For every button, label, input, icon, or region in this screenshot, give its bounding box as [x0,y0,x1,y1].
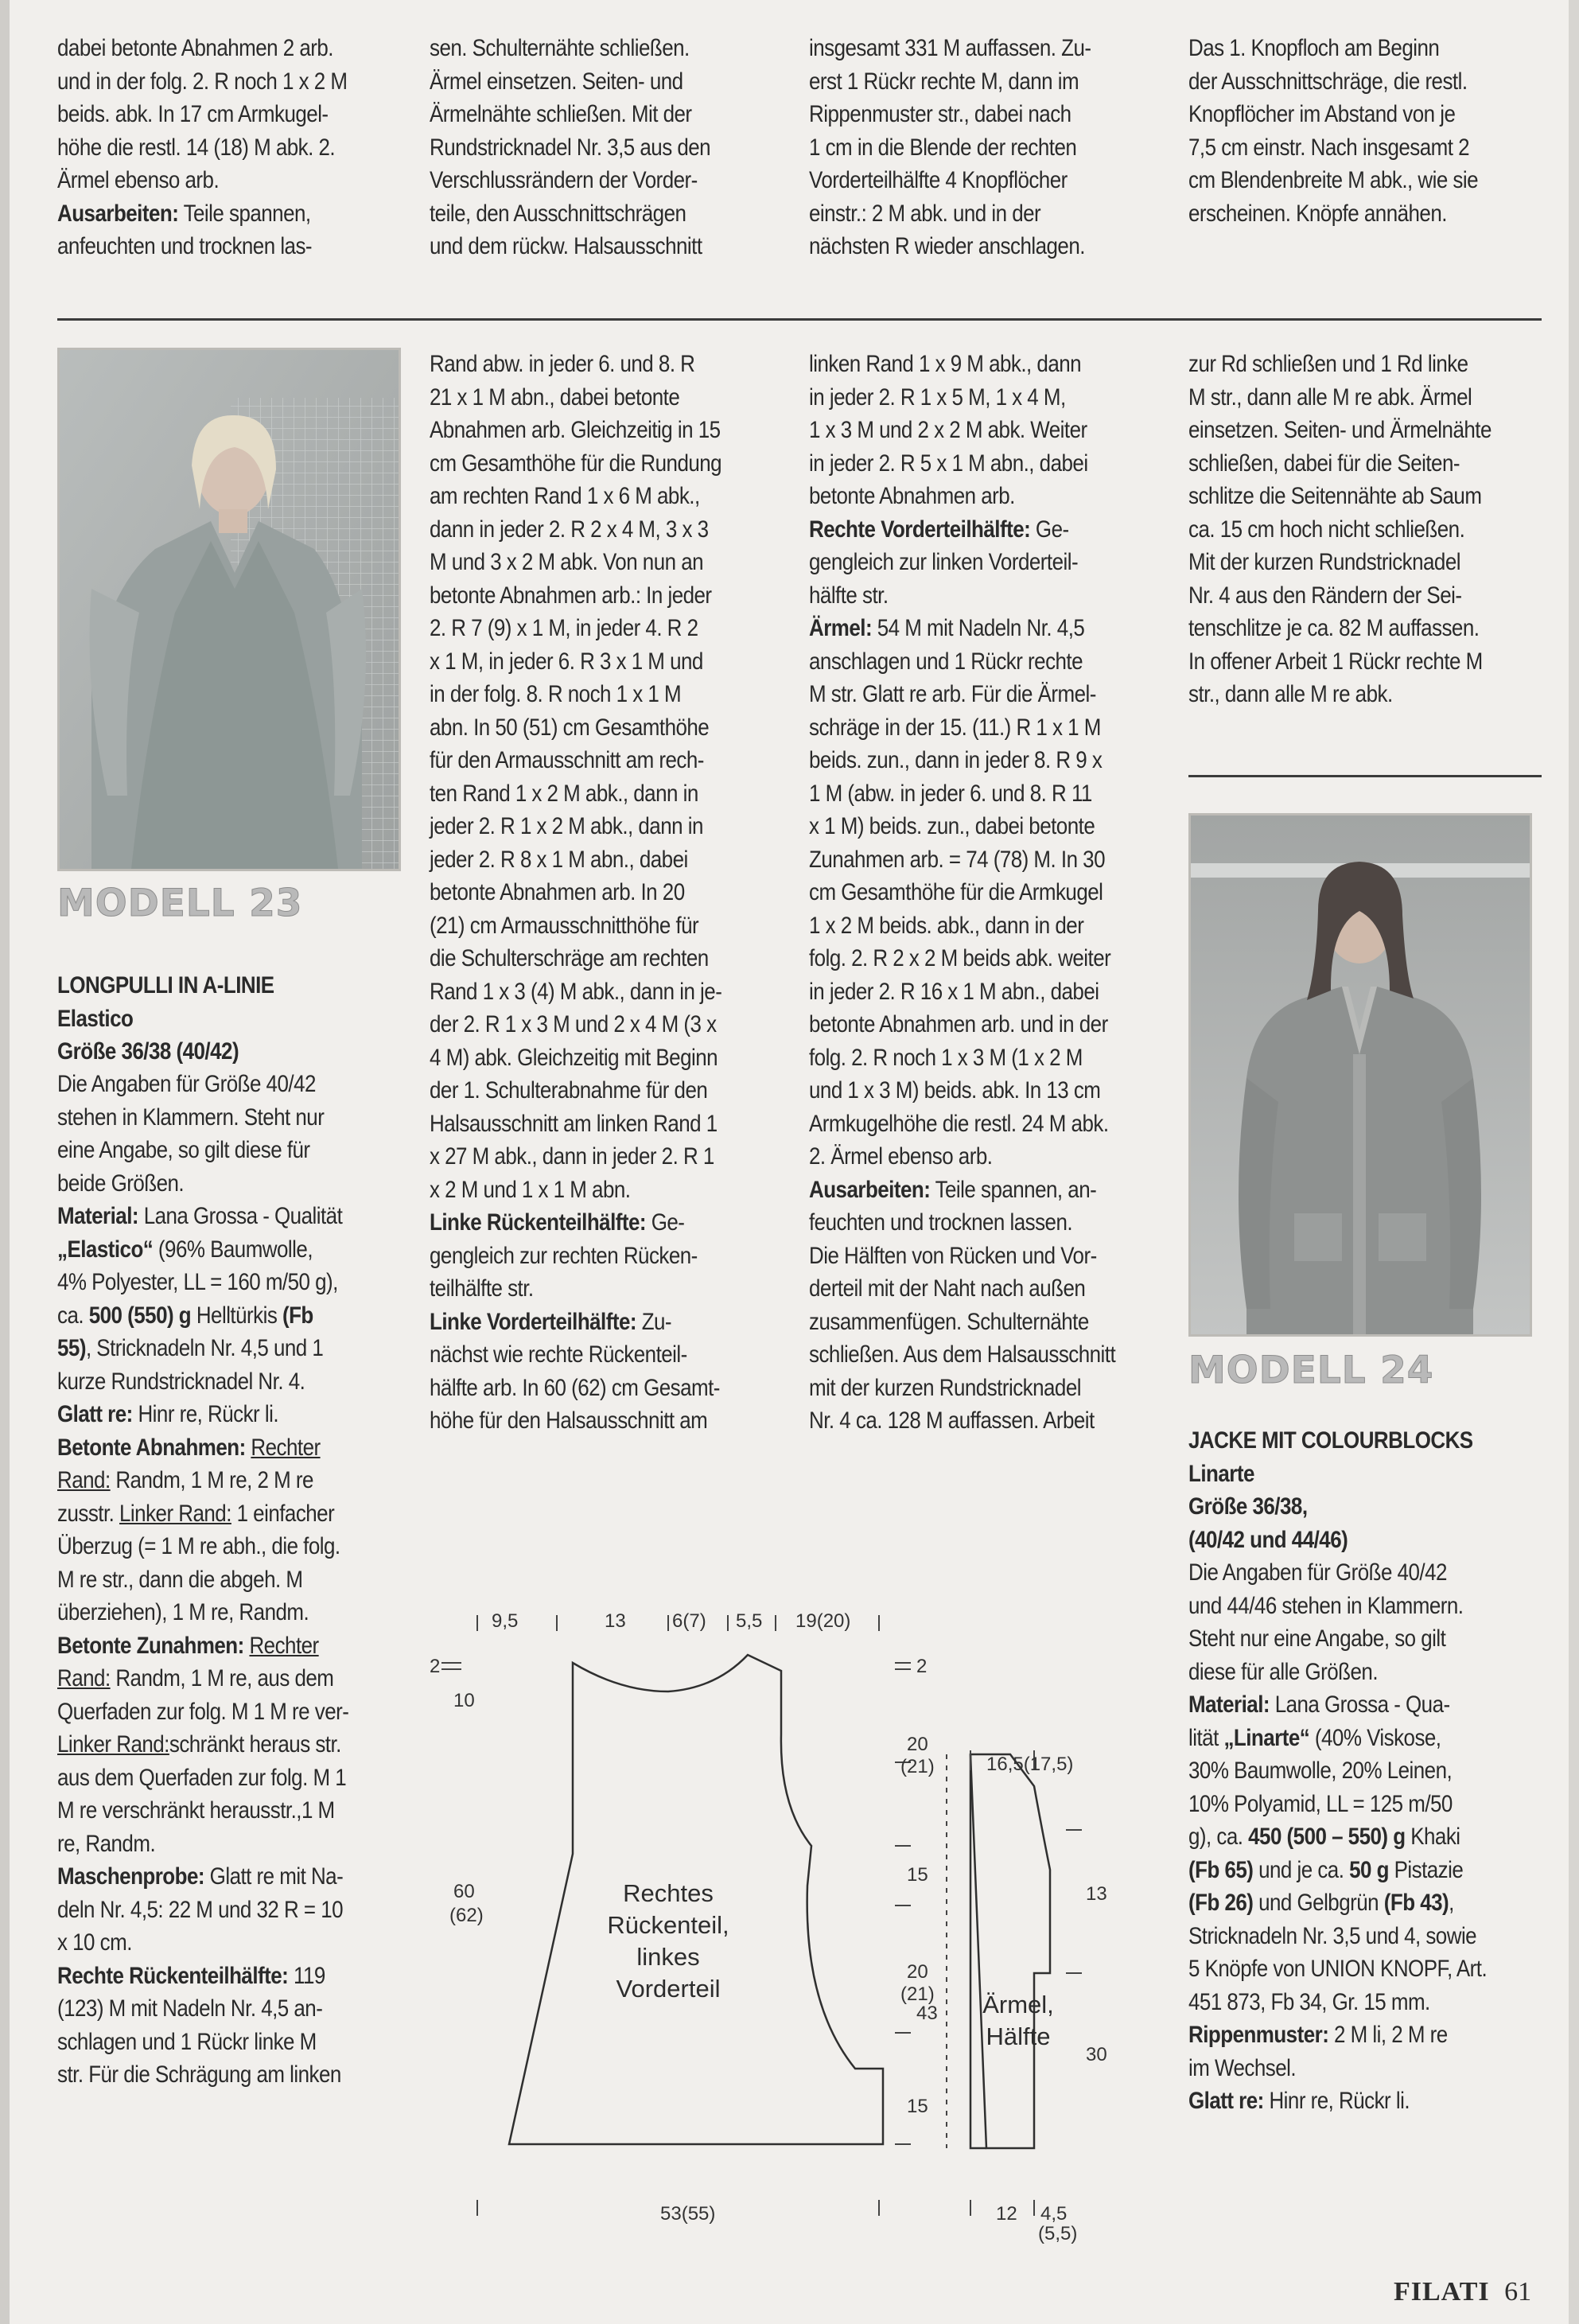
model-24-size1: Größe 36/38, [1188,1493,1308,1520]
dim-right-5: 20 [907,1961,928,1983]
text-line: am rechten Rand 1 x 6 M abk., [430,483,700,509]
text-line: 2. Ärmel ebenso arb. [809,1143,993,1170]
text-line: Vorderteilhälfte 4 Knopflöcher [809,167,1068,193]
text-line: betonte Abnahmen arb. und in der [809,1011,1108,1037]
text-line: der 1. Schulterabnahme für den [430,1077,708,1104]
text-line: feuchten und trocknen lassen. [809,1209,1073,1236]
text-line: anschlagen und 1 Rückr rechte [809,648,1083,675]
text-line: Linke Vorderteilhälfte: Zu- [430,1308,672,1335]
dim-right-7: 15 [907,2096,928,2117]
text-line: folg. 2. R 2 x 2 M beids abk. weiter [809,945,1111,971]
text-line: Ärmelnähte schließen. Mit der [430,101,692,127]
text-line: Verschlussrändern der Vorder- [430,167,698,193]
dim-top-2: 13 [605,1610,626,1632]
text-line: insgesamt 331 M auffassen. Zu- [809,35,1091,61]
section-divider [57,318,1542,321]
text-line: 4 M) abk. Gleichzeitig mit Beginn [430,1044,718,1071]
text-line: dabei betonte Abnahmen 2 arb. [57,35,333,61]
text-line: im Wechsel. [1188,2054,1297,2081]
model-23-title: LONGPULLI IN A-LINIE [57,972,274,999]
text-line: schließen. Aus dem Halsausschnitt [809,1341,1116,1368]
schematic-diagram [430,1591,1193,2244]
text-line: Abnahmen arb. Gleichzeitig in 15 [430,417,721,443]
text-line: Rippenmuster str., dabei nach [809,101,1071,127]
model-24-size2: (40/42 und 44/46) [1188,1526,1348,1553]
model-24-title: JACKE MIT COLOURBLOCKS [1188,1427,1473,1454]
text-line: kurze Rundstricknadel Nr. 4. [57,1368,305,1395]
text-line: betonte Abnahmen arb.: In jeder [430,582,712,609]
text-line: mit der kurzen Rundstricknadel [809,1374,1081,1401]
text-line: Armkugelhöhe die restl. 24 M abk. [809,1110,1109,1137]
text-line: Rechte Vorderteilhälfte: Ge- [809,516,1069,543]
text-line: sen. Schulternähte schließen. [430,35,690,61]
text-line: Betonte Zunahmen: Rechter [57,1632,319,1659]
col1-top [57,32,407,263]
text-line: zur Rd schließen und 1 Rd linke [1188,351,1468,377]
text-line: anfeuchten und trocknen las- [57,233,313,259]
text-line: dann in jeder 2. R 2 x 4 M, 3 x 3 [430,516,709,543]
text-line: Linke Rückenteilhälfte: Ge- [430,1209,685,1236]
text-line: der 2. R 1 x 3 M und 2 x 4 M (3 x [430,1011,717,1037]
text-line: nächsten R wieder anschlagen. [809,233,1085,259]
dim-sleeve-bottom-1: 12 [996,2203,1017,2225]
text-line: Ärmel einsetzen. Seiten- und [430,68,683,95]
text-line: Knopflöcher im Abstand von je [1188,101,1456,127]
dim-sleeve-bottom-3: (5,5) [1038,2223,1078,2244]
dim-top-4: 5,5 [736,1610,763,1632]
text-line: hälfte arb. In 60 (62) cm Gesamt- [430,1374,720,1401]
piece-label-4: Vorderteil [616,1975,721,2003]
col3-top [809,32,1159,263]
text-line: M und 3 x 2 M abk. Von nun an [430,549,704,575]
text-line: M str., dann alle M re abk. Ärmel [1188,383,1472,411]
text-line: (Fb 65) und je ca. 50 g Pistazie [1188,1856,1464,1883]
text-line: x 1 M, in jeder 6. R 3 x 1 M und [430,648,703,675]
text-line: Material: Lana Grossa - Qua- [1188,1691,1450,1718]
text-line: Glatt re: Hinr re, Rückr li. [1188,2088,1410,2114]
text-line: 7,5 cm einstr. Nach insgesamt 2 [1188,134,1470,161]
col3-body [809,348,1159,1438]
text-line: schlitze die Seitennähte ab Saum [1188,483,1482,509]
text-line: Nr. 4 aus den Rändern der Sei- [1188,582,1462,609]
text-line: Betonte Abnahmen: Rechter [57,1434,321,1461]
text-line: Ärmel ebenso arb. [57,167,220,193]
text-line: in jeder 2. R 5 x 1 M abn., dabei [809,450,1088,477]
text-line: derteil mit der Naht nach außen [809,1275,1086,1302]
text-line: lität „Linarte“ (40% Viskose, [1188,1724,1441,1751]
text-line: teilhälfte str. [430,1275,534,1302]
dim-right-2: 20 [907,1734,928,1755]
text-line: M re str., dann die abgeh. M [57,1566,303,1593]
text-line: Rundstricknadel Nr. 3,5 aus den [430,134,711,161]
piece-label-2: Rückenteil, [607,1911,729,1939]
text-line: Die Hälften von Rücken und Vor- [809,1242,1097,1269]
text-line: Rand: Randm, 1 M re, aus dem [57,1665,334,1691]
text-line: in jeder 2. R 16 x 1 M abn., dabei [809,978,1099,1005]
text-line: Nr. 4 ca. 128 M auffassen. Arbeit [809,1407,1095,1434]
text-line: beide Größen. [57,1170,185,1197]
text-line: Rand abw. in jeder 6. und 8. R [430,351,695,377]
text-line: 451 873, Fb 34, Gr. 15 mm. [1188,1988,1430,2015]
footer-brand: FILATI [1394,2277,1490,2306]
dim-bottom-1: 53(55) [660,2203,716,2225]
footer-page: 61 [1504,2277,1532,2306]
text-line: erscheinen. Knöpfe annähen. [1188,200,1447,227]
text-line: und dem rückw. Halsausschnitt [430,233,702,259]
text-line: höhe die restl. 14 (18) M abk. 2. [57,134,336,161]
text-line: überziehen), 1 M re, Randm. [57,1599,309,1625]
text-line: stehen in Klammern. Steht nur [57,1104,325,1131]
text-line: erst 1 Rückr rechte M, dann im [809,68,1079,95]
col1-headings [57,969,407,1069]
text-line: 30% Baumwolle, 20% Leinen, [1188,1758,1453,1784]
col2-top [430,32,780,263]
text-line: In offener Arbeit 1 Rückr rechte M [1188,648,1483,675]
text-line: „Elastico“ (96% Baumwolle, [57,1236,313,1263]
text-line: 1 x 3 M und 2 x 2 M abk. Weiter [809,417,1087,443]
page-edge-right [1569,0,1579,2324]
text-line: jeder 2. R 1 x 2 M abk., dann in [430,813,703,839]
text-line: gengleich zur rechten Rücken- [430,1242,698,1269]
text-line: gengleich zur linken Vorderteil- [809,549,1079,575]
text-line: nächst wie rechte Rückenteil- [430,1341,687,1368]
text-line: 10% Polyamid, LL = 125 m/50 [1188,1790,1453,1817]
text-line: beids. abk. In 17 cm Armkugel- [57,101,329,127]
text-line: x 27 M abk., dann in jeder 2. R 1 [430,1143,714,1170]
text-line: eine Angabe, so gilt diese für [57,1137,310,1163]
text-line: M re verschränkt herausstr.,1 M [57,1797,335,1824]
text-line: Die Angaben für Größe 40/42 [57,1071,316,1097]
text-line: schlagen und 1 Rückr linke M [57,2028,317,2055]
dim-right-8: 43 [916,2003,938,2024]
text-line: g), ca. 450 (500 – 550) g Khaki [1188,1824,1460,1850]
text-line: betonte Abnahmen arb. In 20 [430,879,685,905]
text-line: (21) cm Armausschnitthöhe für [430,912,699,939]
model-23-label: MODELL 23 [57,882,303,925]
text-line: in jeder 2. R 1 x 5 M, 1 x 4 M, [809,383,1066,411]
text-line: Steht nur eine Angabe, so gilt [1188,1625,1446,1652]
text-line: Die Angaben für Größe 40/42 [1188,1559,1447,1586]
text-line: 1 cm in die Blende der rechten [809,134,1077,161]
text-line: Rand 1 x 3 (4) M abk., dann in je- [430,978,722,1005]
text-line: teile, den Ausschnittschrägen [430,200,686,227]
text-line: folg. 2. R noch 1 x 3 M (1 x 2 M [809,1044,1083,1071]
text-line: aus dem Querfaden zur folg. M 1 [57,1764,347,1791]
col4-body2 [1188,1556,1538,2118]
dim-sleeve-right-1: 13 [1086,1883,1107,1905]
text-line: jeder 2. R 8 x 1 M abn., dabei [430,846,688,873]
dim-right-4: 15 [907,1864,928,1886]
text-line: deln Nr. 4,5: 22 M und 32 R = 10 [57,1896,344,1923]
text-line: Stricknadeln Nr. 3,5 und 4, sowie [1188,1922,1477,1949]
text-line: Rechte Rückenteilhälfte: 119 [57,1962,325,1989]
text-line: Das 1. Knopfloch am Beginn [1188,35,1440,61]
dim-left-2: 10 [453,1690,475,1711]
text-line: und in der folg. 2. R noch 1 x 2 M [57,68,348,95]
model-24-label: MODELL 24 [1188,1349,1434,1392]
text-line: str. Für die Schrägung am linken [57,2061,341,2088]
text-line: cm Gesamthöhe für die Rundung [430,450,722,477]
text-line: einsetzen. Seiten- und Ärmelnähte [1188,417,1491,443]
sleeve-label-2: Hälfte [986,2022,1051,2050]
text-line: Rand: Randm, 1 M re, 2 M re [57,1467,313,1493]
piece-label-1: Rechtes [623,1879,714,1907]
photo-model-23 [57,348,401,871]
dim-sleeve-top: 16,5(17,5) [986,1754,1074,1775]
text-line: Zunahmen arb. = 74 (78) M. In 30 [809,846,1106,873]
dim-left-4: (62) [449,1905,484,1926]
text-line: Halsausschnitt am linken Rand 1 [430,1110,718,1137]
text-line: x 10 cm. [57,1929,132,1956]
text-line: beids. zun., dann in jeder 8. R 9 x [809,747,1103,773]
text-line: linken Rand 1 x 9 M abk., dann [809,351,1082,377]
text-line: die Schulterschräge am rechten [430,945,709,971]
piece-label-3: linkes [636,1943,700,1971]
text-line: Glatt re: Hinr re, Rückr li. [57,1401,279,1427]
text-line: Linker Rand:schränkt heraus str. [57,1731,341,1758]
text-line: Mit der kurzen Rundstricknadel [1188,549,1460,575]
text-line: schräge in der 15. (11.) R 1 x 1 M [809,714,1101,741]
col2-body [430,348,780,1438]
text-line: Überzug (= 1 M re abh., die folg. [57,1533,340,1559]
text-line: Material: Lana Grossa - Qualität [57,1203,343,1229]
text-line: 5 Knöpfe von UNION KNOPF, Art. [1188,1956,1488,1982]
text-line: ten Rand 1 x 2 M abk., dann in [430,780,698,807]
sleeve-label-1: Ärmel, [982,1991,1054,2018]
text-line: in der folg. 8. R noch 1 x 1 M [430,681,682,707]
dim-right-6: (21) [900,1983,935,2005]
text-line: und 1 x 3 M) beids. abk. In 13 cm [809,1077,1101,1104]
text-line: tenschlitze je ca. 82 M auffassen. [1188,615,1480,641]
text-line: betonte Abnahmen arb. [809,483,1015,509]
text-line: cm Gesamthöhe für die Armkugel [809,879,1103,905]
dim-right-1: 2 [916,1656,928,1677]
text-line: höhe für den Halsausschnitt am [430,1407,708,1434]
text-line: hälfte str. [809,582,889,609]
dim-left-1: 2 [430,1656,441,1677]
text-line: (Fb 26) und Gelbgrün (Fb 43), [1188,1890,1454,1916]
col4-top [1188,32,1538,230]
text-line: Rippenmuster: 2 M li, 2 M re [1188,2022,1448,2048]
text-line: x 1 M) beids. zun., dabei betonte [809,813,1095,839]
text-line: 4% Polyester, LL = 160 m/50 g), [57,1269,338,1295]
text-line: (123) M mit Nadeln Nr. 4,5 an- [57,1995,323,2022]
model-23-size: Größe 36/38 (40/42) [57,1038,239,1065]
page-edge-left [0,0,10,2324]
text-line: Ärmel: 54 M mit Nadeln Nr. 4,5 [809,615,1085,641]
text-line: einstr.: 2 M abk. und in der [809,200,1041,227]
text-line: 1 x 2 M beids. abk., dann in der [809,912,1084,939]
text-line: Ausarbeiten: Teile spannen, [57,200,311,227]
dim-top-3: 6(7) [672,1610,706,1632]
dim-right-3: (21) [900,1756,935,1777]
text-line: 55), Stricknadeln Nr. 4,5 und 1 [57,1335,324,1361]
dim-top-5: 19(20) [795,1610,851,1632]
text-line: zusammenfügen. Schulternähte [809,1308,1089,1335]
footer [1394,2277,1531,2307]
text-line: für den Armausschnitt am rech- [430,747,704,773]
text-line: re, Randm. [57,1830,156,1857]
model-24-yarn: Linarte [1188,1460,1254,1487]
dim-sleeve-right-2: 30 [1086,2044,1107,2065]
text-line: Maschenprobe: Glatt re mit Na- [57,1863,344,1890]
dim-left-3: 60 [453,1881,475,1902]
col4-headings [1188,1424,1538,1556]
text-line: M str. Glatt re arb. Für die Ärmel- [809,681,1096,707]
text-line: der Ausschnittschräge, die restl. [1188,68,1468,95]
text-line: abn. In 50 (51) cm Gesamthöhe [430,714,710,741]
text-line: str., dann alle M re abk. [1188,681,1393,707]
text-line: 21 x 1 M abn., dabei betonte [430,383,680,411]
text-line: 2. R 7 (9) x 1 M, in jeder 4. R 2 [430,615,698,641]
text-line: Querfaden zur folg. M 1 M re ver- [57,1698,349,1725]
model-23-yarn: Elastico [57,1005,134,1032]
dim-top-1: 9,5 [492,1610,519,1632]
text-line: und 44/46 stehen in Klammern. [1188,1592,1464,1619]
text-line: 1 M (abw. in jeder 6. und 8. R 11 [809,780,1092,807]
col4-divider [1188,775,1542,777]
text-line: Ausarbeiten: Teile spannen, an- [809,1176,1097,1203]
text-line: ca. 500 (550) g Helltürkis (Fb [57,1302,313,1329]
dim-sleeve-bottom-2: 4,5 [1040,2203,1068,2225]
photo-model-24 [1188,813,1532,1337]
text-line: x 2 M und 1 x 1 M abn. [430,1176,631,1203]
text-line: zusstr. Linker Rand: 1 einfacher [57,1500,335,1527]
text-line: diese für alle Größen. [1188,1658,1379,1685]
text-line: cm Blendenbreite M abk., wie sie [1188,167,1479,193]
text-line: ca. 15 cm hoch nicht schließen. [1188,516,1465,543]
col4-body [1188,348,1538,711]
text-line: schließen, dabei für die Seiten- [1188,450,1460,477]
col1-body [57,1068,407,2092]
